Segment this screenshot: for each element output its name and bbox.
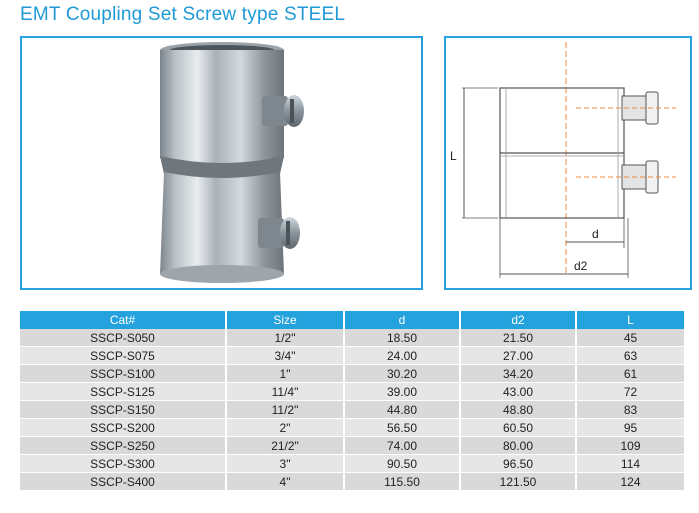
table-row (20, 455, 684, 473)
cell-size: 11/4" (226, 383, 344, 401)
cell-size: 2" (226, 419, 344, 437)
cell-size: 3/4" (226, 347, 344, 365)
dimension-label-d: d (592, 227, 599, 241)
cell-d: 39.00 (344, 383, 460, 401)
cell-L: 63 (576, 347, 684, 365)
technical-drawing-frame (444, 36, 692, 290)
product-photo-frame (20, 36, 423, 290)
cell-d: 90.50 (344, 455, 460, 473)
cell-size: 11/2" (226, 401, 344, 419)
dimension-label-d2: d2 (574, 259, 588, 273)
cell-L: 45 (576, 329, 684, 347)
cell-d: 56.50 (344, 419, 460, 437)
cell-cat: SSCP-S100 (20, 365, 226, 383)
cell-size: 1/2" (226, 329, 344, 347)
header-d2: d2 (460, 311, 576, 329)
product-photo (22, 38, 421, 288)
cell-cat: SSCP-S050 (20, 329, 226, 347)
cell-d2: 96.50 (460, 455, 576, 473)
cell-d: 44.80 (344, 401, 460, 419)
cell-L: 61 (576, 365, 684, 383)
cell-d: 24.00 (344, 347, 460, 365)
table-row (20, 365, 684, 383)
cell-cat: SSCP-S125 (20, 383, 226, 401)
cell-cat: SSCP-S400 (20, 473, 226, 491)
cell-d: 30.20 (344, 365, 460, 383)
cell-L: 109 (576, 437, 684, 455)
cell-cat: SSCP-S300 (20, 455, 226, 473)
cell-d2: 121.50 (460, 473, 576, 491)
table-header-row (20, 311, 684, 329)
cell-L: 114 (576, 455, 684, 473)
table-row (20, 437, 684, 455)
cell-L: 124 (576, 473, 684, 491)
table-row (20, 329, 684, 347)
cell-d2: 21.50 (460, 329, 576, 347)
cell-size: 21/2" (226, 437, 344, 455)
cell-d: 74.00 (344, 437, 460, 455)
cell-cat: SSCP-S250 (20, 437, 226, 455)
header-d: d (344, 311, 460, 329)
cell-size: 1" (226, 365, 344, 383)
header-cat: Cat# (20, 311, 226, 329)
table-row (20, 347, 684, 365)
table-row (20, 419, 684, 437)
cell-L: 83 (576, 401, 684, 419)
cell-L: 95 (576, 419, 684, 437)
cell-cat: SSCP-S200 (20, 419, 226, 437)
table-row (20, 401, 684, 419)
cell-d2: 48.80 (460, 401, 576, 419)
cell-d2: 60.50 (460, 419, 576, 437)
cell-L: 72 (576, 383, 684, 401)
page-title: EMT Coupling Set Screw type STEEL (20, 4, 346, 25)
cell-d: 115.50 (344, 473, 460, 491)
cell-cat: SSCP-S075 (20, 347, 226, 365)
cell-size: 3" (226, 455, 344, 473)
cell-d2: 43.00 (460, 383, 576, 401)
table-row (20, 383, 684, 401)
cell-d2: 80.00 (460, 437, 576, 455)
cell-cat: SSCP-S150 (20, 401, 226, 419)
header-size: Size (226, 311, 344, 329)
header-L: L (576, 311, 684, 329)
technical-drawing (446, 38, 690, 288)
dimension-label-L: L (450, 149, 457, 163)
cell-size: 4" (226, 473, 344, 491)
table-row (20, 473, 684, 491)
cell-d2: 34.20 (460, 365, 576, 383)
spec-table (20, 311, 684, 491)
cell-d2: 27.00 (460, 347, 576, 365)
cell-d: 18.50 (344, 329, 460, 347)
